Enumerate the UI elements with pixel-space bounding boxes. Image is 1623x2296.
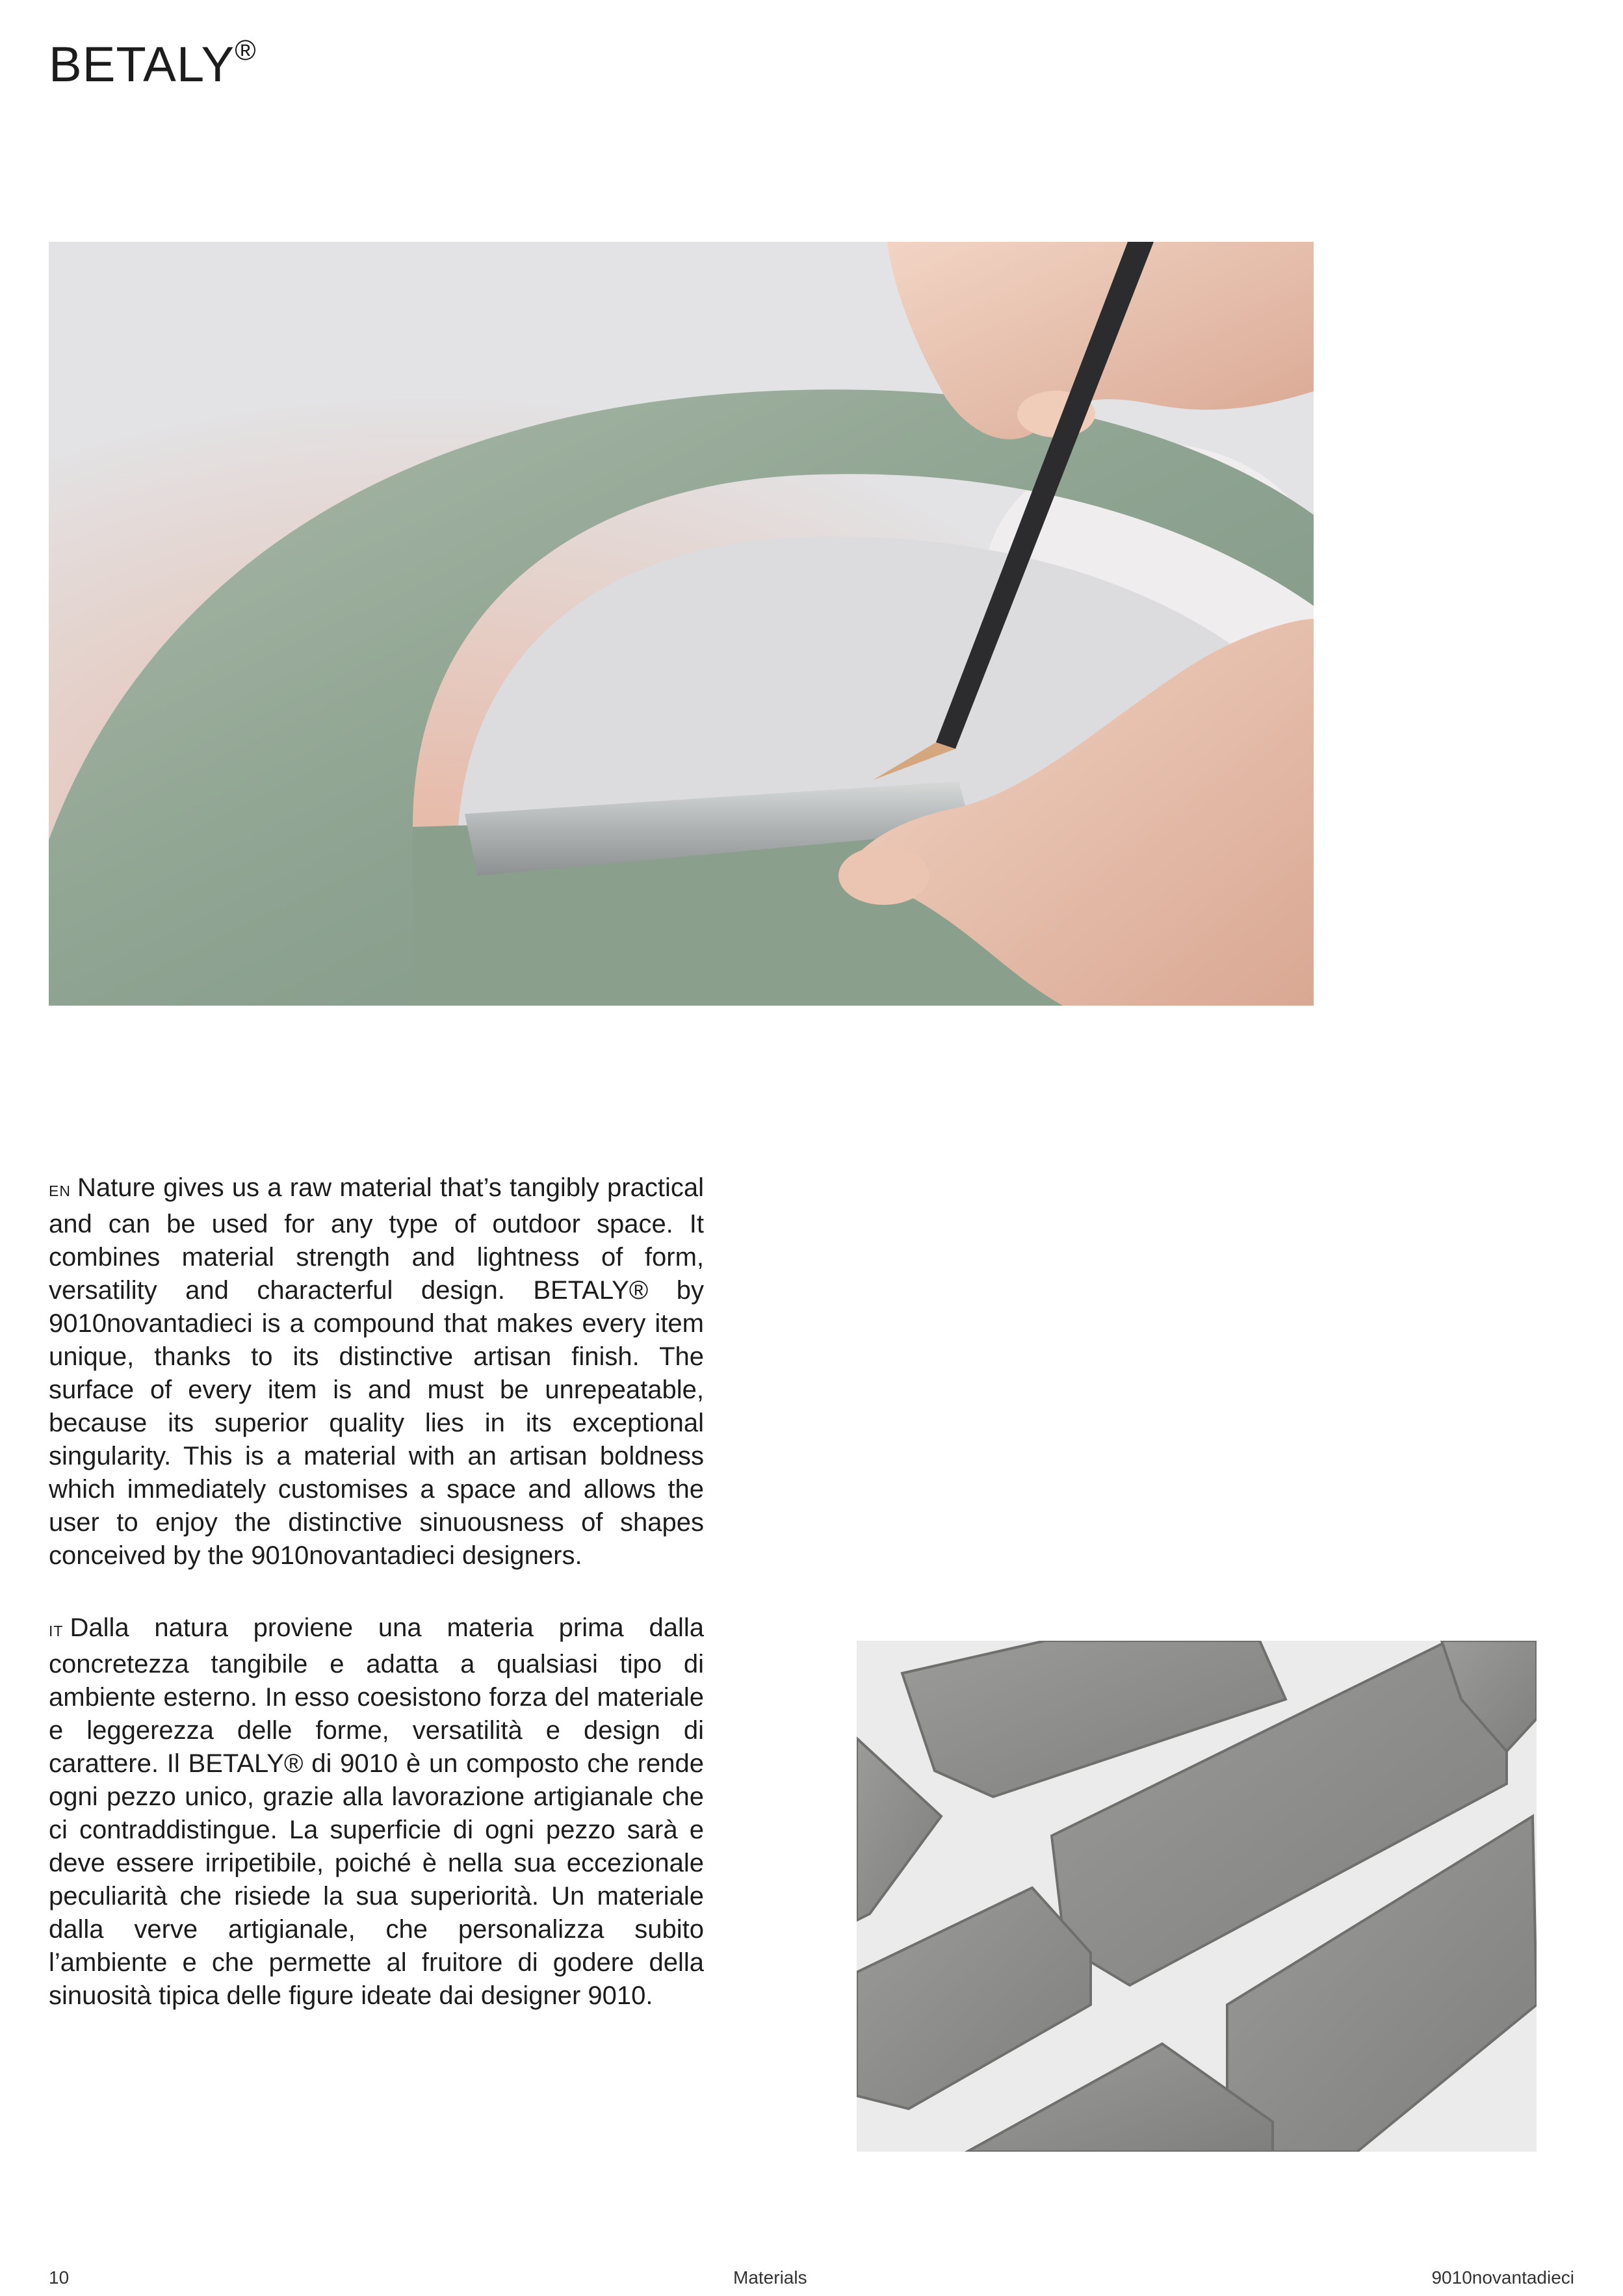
concrete-tiles-photo bbox=[857, 1641, 1537, 2152]
page-number: 10 bbox=[49, 2267, 70, 2288]
text-italian bbox=[49, 1611, 704, 2013]
lang-code-it: IT bbox=[49, 1623, 64, 1639]
title-text: BETALY bbox=[49, 37, 235, 92]
body-text-en: Nature gives us a raw material that’s tangibly practical and can be used for any type of outdoor space. It combines material strength and lightness of form, versatility and characterful design. BETALY® by 9010novantadieci is a compound that makes every item unique, thanks to its distinctive artisan finish. The surface of every item is and must be unrepeatable, because its superior quality lies in its exceptional singularity. This is a material with an artisan boldness which immediately customises a space and allows the user to enjoy the distinctive sinuousness of shapes conceived by the 9010novantadieci designers. bbox=[49, 1173, 704, 1570]
craftsman-illustration bbox=[49, 242, 1314, 1006]
brand-name: 9010novantadieci bbox=[1431, 2267, 1574, 2288]
page-title bbox=[49, 34, 257, 92]
craftsman-marking-photo bbox=[49, 242, 1314, 1006]
text-english bbox=[49, 1171, 704, 1572]
section-name: Materials bbox=[733, 2267, 807, 2288]
lang-code-en: EN bbox=[49, 1182, 71, 1199]
registered-mark: ® bbox=[235, 34, 257, 66]
tiles-illustration bbox=[857, 1641, 1537, 2152]
body-text-it: Dalla natura proviene una materia prima dalla concretezza tangibile e adatta a qualsiasi tipo di ambiente esterno. In esso coesistono forza del materiale e leggerezza delle forme, versatilità e design di carattere. Il BETALY® di 9010 è un composto che rende ogni pezzo unico, grazie alla lavorazione artigianale che ci contraddistingue. La superficie di ogni pezzo sarà e deve essere irripetibile, poiché è nella sua eccezionale peculiarità che risiede la sua superiorità. Un materiale dalla verve artigianale, che personalizza subito l’ambiente e che permette al fruitore di godere della sinuosità tipica delle figure ideate dai designer 9010. bbox=[49, 1613, 704, 2010]
